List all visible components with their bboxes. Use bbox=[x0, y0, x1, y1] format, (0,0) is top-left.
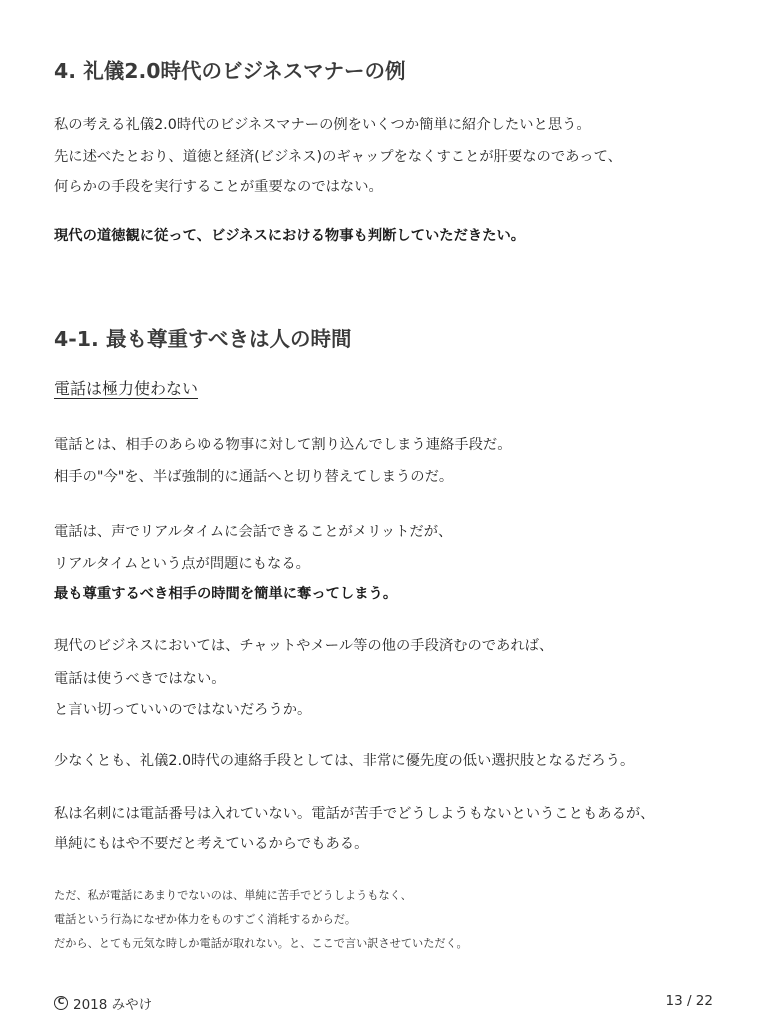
intro-line: 先に述べたとおり、道徳と経済(ビジネス)のギャップをなくすことが肝要なのであって、 bbox=[54, 149, 622, 165]
paragraph-emphasis: 最も尊重するべき相手の時間を簡単に奪ってしまう。 bbox=[54, 586, 398, 602]
page-number: 13 / 22 bbox=[665, 993, 713, 1009]
copyright-icon: C bbox=[54, 996, 68, 1010]
intro-line: 何らかの手段を実行することが重要なのではない。 bbox=[54, 179, 383, 195]
paragraph-line: 単純にもはや不要だと考えているからでもある。 bbox=[54, 836, 369, 852]
paragraph-line: リアルタイムという点が問題にもなる。 bbox=[54, 556, 310, 572]
note-line: 電話という行為になぜか体力をものすごく消耗するからだ。 bbox=[54, 913, 357, 926]
section-heading: 4. 礼儀2.0時代のビジネスマナーの例 bbox=[54, 59, 406, 83]
copyright-text: 2018 みやけ bbox=[73, 997, 153, 1013]
topic-subheading: 電話は極力使わない bbox=[54, 379, 199, 398]
paragraph-line: 少なくとも、礼儀2.0時代の連絡手段としては、非常に優先度の低い選択肢となるだろう。 bbox=[54, 753, 635, 769]
paragraph-line: 電話は、声でリアルタイムに会話できることがメリットだが、 bbox=[54, 524, 453, 540]
intro-line: 私の考える礼儀2.0時代のビジネスマナーの例をいくつか簡単に紹介したいと思う。 bbox=[54, 117, 591, 133]
paragraph-line: 現代のビジネスにおいては、チャットやメール等の他の手段済むのであれば、 bbox=[54, 638, 554, 654]
note-line: ただ、私が電話にあまりでないのは、単純に苦手でどうしようもなく、 bbox=[54, 889, 412, 902]
intro-emphasis: 現代の道徳観に従って、ビジネスにおける物事も判断していただきたい。 bbox=[54, 228, 526, 244]
footer-copyright bbox=[54, 993, 152, 1013]
paragraph-line: 相手の"今"を、半ば強制的に通話へと切り替えてしまうのだ。 bbox=[54, 469, 454, 485]
paragraph-line: 電話は使うべきではない。 bbox=[54, 671, 226, 687]
paragraph-line: と言い切っていいのではないだろうか。 bbox=[54, 702, 312, 718]
note-line: だから、とても元気な時しか電話が取れない。と、ここで言い訳させていただく。 bbox=[54, 937, 468, 950]
paragraph-line: 電話とは、相手のあらゆる物事に対して割り込んでしまう連絡手段だ。 bbox=[54, 437, 512, 453]
subsection-heading: 4-1. 最も尊重すべきは人の時間 bbox=[54, 327, 352, 351]
paragraph-line: 私は名刺には電話番号は入れていない。電話が苦手でどうしようもないということもあるが、 bbox=[54, 806, 655, 822]
